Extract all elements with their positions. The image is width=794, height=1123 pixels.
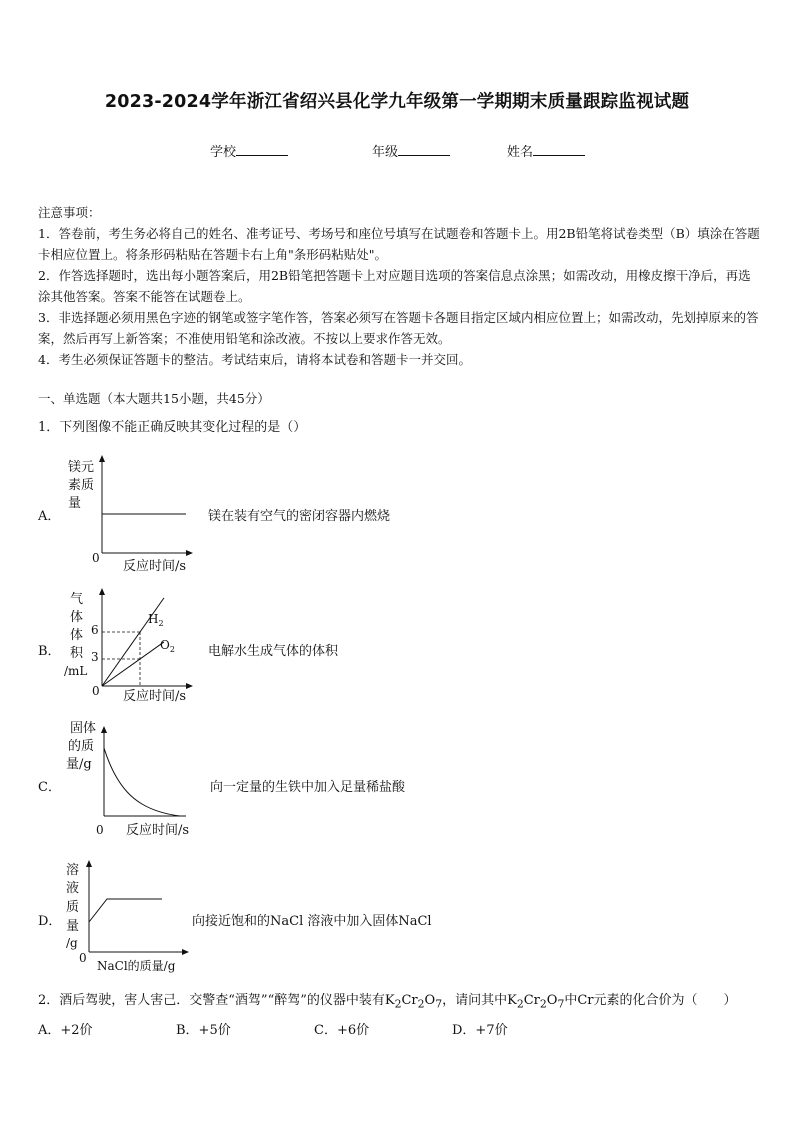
- grade-label: 年级: [372, 145, 399, 160]
- graph-b-ylabel-4: 积: [70, 646, 84, 661]
- graph-b-tick-3: 3: [91, 650, 99, 664]
- grade-blank: [398, 143, 450, 156]
- note-item: 3．非选择题必须用黑色字迹的钢笔或签字笔作答，答案必须写在答题卡各题目指定区域内相应位置上；如需改动，先划掉原来的答案，然后再写上新答案；不准使用铅笔和涂改液。不按以上要求作答无效。: [38, 310, 759, 346]
- graph-d-ylabel-5: /g: [66, 936, 78, 950]
- graph-c-xlabel: 反应时间/s: [126, 823, 190, 838]
- option-b-letter: B．: [38, 644, 61, 659]
- graph-a-ylabel-2: 素质: [68, 478, 95, 493]
- graph-d-x-arrow: [182, 949, 189, 955]
- graph-d-xlabel: NaCl的质量/g: [97, 959, 176, 973]
- graph-b-tick-6: 6: [91, 623, 99, 637]
- option-c-letter: C．: [38, 780, 61, 795]
- graph-c-ylabel-3: 量/g: [66, 757, 92, 772]
- graph-a-y-arrow: [99, 455, 105, 462]
- option-d-graph: [60, 856, 200, 978]
- name-blank: [533, 143, 585, 156]
- option-d-text: 向接近饱和的NaCl 溶液中加入固体NaCl: [192, 914, 432, 929]
- note-item: 4．考生必须保证答题卡的整洁。考试结束后，请将本试卷和答题卡一并交回。: [38, 352, 471, 367]
- graph-d-ylabel-1: 溶: [66, 863, 80, 878]
- notes-block: [38, 202, 760, 370]
- note-item: 1．答卷前，考生务必将自己的姓名、准考证号、考场号和座位号填写在试题卷和答题卡上。用2B铅笔将试卷类型（B）填涂在答题卡相应位置上。将条形码粘贴在答题卡右上角"条形码粘贴处"。: [38, 226, 760, 262]
- notes-heading: 注意事项：: [38, 205, 101, 220]
- graph-b-x-arrow: [186, 683, 193, 689]
- school-blank: [236, 143, 288, 156]
- graph-d-y-arrow: [86, 860, 92, 867]
- option-c-graph: [60, 718, 200, 840]
- graph-b-ylabel-1: 气: [70, 592, 84, 607]
- question-2-stem: 2．酒后驾驶，害人害己．交警查“酒驾”“醉驾”的仪器中装有$K_2Cr_2O_7$，请问其中$K_2Cr_2O_7$中Cr元素的化合价为（ ）: [38, 993, 737, 1011]
- option-a-text: 镁在装有空气的密闭容器内燃烧: [208, 509, 391, 524]
- q2-choice-d: D．+7价: [452, 1023, 508, 1038]
- graph-d-curve: [89, 899, 162, 922]
- question-1-stem: 1．下列图像不能正确反映其变化过程的是（）: [38, 420, 307, 435]
- graph-a-x-arrow: [186, 550, 193, 556]
- option-b-text: 电解水生成气体的体积: [208, 644, 339, 659]
- graph-c-ylabel-2: 的质: [68, 739, 95, 754]
- school-field: [210, 141, 288, 160]
- graph-a-origin: 0: [92, 551, 100, 565]
- graph-b-xlabel: 反应时间/s: [123, 689, 187, 704]
- option-c-text: 向一定量的生铁中加入足量稀盐酸: [210, 780, 406, 795]
- graph-a-ylabel-3: 量: [68, 496, 82, 511]
- graph-b-ylabel-5: /mL: [64, 664, 88, 678]
- graph-b-origin: 0: [92, 684, 100, 698]
- graph-b-y-arrow: [99, 588, 105, 595]
- grade-field: [372, 141, 450, 160]
- graph-d-ylabel-4: 量: [66, 919, 80, 934]
- graph-b-label-h2: $H_2$: [148, 612, 164, 628]
- graph-b-ylabel-3: 体: [70, 628, 84, 643]
- option-d-letter: D．: [38, 914, 62, 929]
- page-title: 2023-2024学年浙江省绍兴县化学九年级第一学期期末质量跟踪监视试题: [104, 92, 690, 112]
- school-label: 学校: [210, 145, 237, 160]
- option-a-letter: A．: [38, 509, 61, 524]
- option-a-graph: [60, 455, 200, 575]
- section-heading: 一、单选题（本大题共15小题，共45分）: [38, 391, 270, 406]
- graph-d-origin: 0: [79, 951, 87, 965]
- note-item: 2．作答选择题时，选出每小题答案后，用2B铅笔把答题卡上对应题目选项的答案信息点涂黑；如需改动，用橡皮擦干净后，再选涂其他答案。答案不能答在试题卷上。: [38, 268, 751, 304]
- q2-choice-c: C．+6价: [314, 1023, 370, 1038]
- q2-choice-a: A．+2价: [38, 1023, 93, 1038]
- graph-d-ylabel-2: 液: [66, 881, 80, 896]
- name-label: 姓名: [507, 145, 534, 160]
- graph-c-y-arrow: [101, 726, 107, 733]
- graph-a-ylabel-1: 镁元: [68, 460, 95, 475]
- graph-b-line-o2: [102, 642, 164, 686]
- option-b-graph: [60, 588, 200, 706]
- name-field: [507, 141, 585, 160]
- graph-c-curve: [104, 748, 180, 816]
- graph-a-xlabel: 反应时间/s: [123, 559, 187, 574]
- graph-c-ylabel-1: 固体: [70, 721, 97, 736]
- q2-choice-b: B．+5价: [176, 1023, 231, 1038]
- graph-c-origin: 0: [96, 823, 104, 837]
- graph-d-ylabel-3: 质: [66, 900, 80, 915]
- graph-b-ylabel-2: 体: [70, 610, 84, 625]
- graph-b-label-o2: $O_2$: [160, 638, 175, 654]
